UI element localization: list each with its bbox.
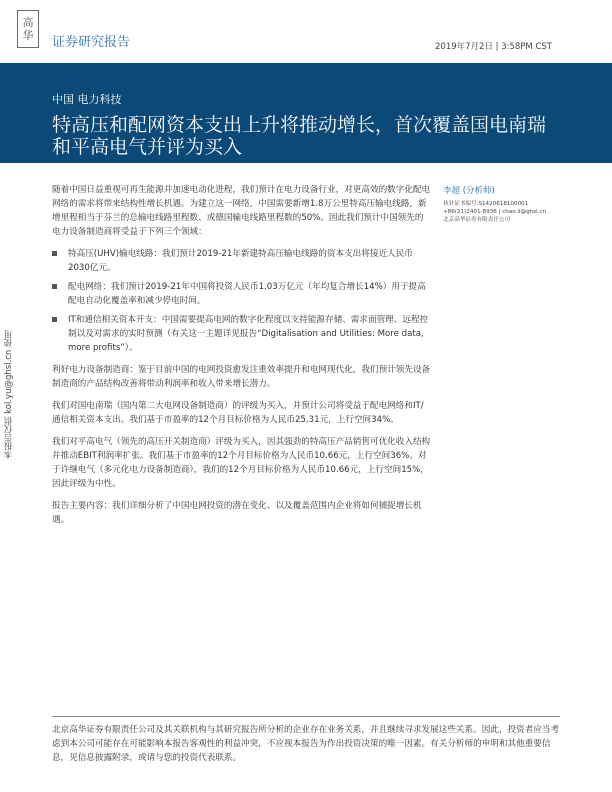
footer-divider [52, 716, 560, 717]
bullet-text: IT和通信相关资本开支：中国需要提高电网的数字化程度以支持能源存储、需求面管理、远程控制以及对需求的实时预测（有关这一主题详见报告“Digitalisation and Utilities: More data, more profits”）。 [68, 315, 429, 353]
intro-paragraph: 随着中国日益重视可再生能源并加速电动化进程，我们预计在电力设备行业，对更高效的数字化配电网络的需求将带来结构性增长机遇。为建立这一网络，中国需要新增1.8万公里特高压输电线路，新增里程相当于芬兰的总输电线路里程数、或德国输电线路里程数的50%。因此我们预计中国领先的电力设备制造商将受益于下列三个领域： [52, 185, 431, 237]
list-item [52, 313, 432, 355]
title-banner [0, 63, 612, 163]
analyst-block [443, 184, 546, 224]
report-title: 特高压和配网资本支出上升将推动增长，首次覆盖国电南瑞和平高电气并评为买入 [52, 114, 547, 158]
usage-watermark: 本报告仅供 kol.yu@ghsl.cn 使用 [4, 330, 14, 460]
list-item [52, 247, 432, 275]
report-type: 证券研究报告 [52, 35, 131, 50]
analyst-name[interactable]: 李超 (分析师) [443, 186, 495, 196]
list-item [52, 280, 432, 308]
bullet-text: 特高压(UHV)输电线路：我们预计2019-21年新建特高压输电线路的资本支出将接近人民币2030亿元。 [68, 249, 413, 273]
bullet-square-icon [52, 284, 57, 289]
equipment-makers-paragraph: 利好电力设备制造商：鉴于目前中国的电网投资愈发注重效率提升和电网现代化，我们预计领先设备制造商的产品结构改善将带动利润率和收入带来增长潜力。 [52, 365, 431, 389]
sector-label: 中国 电力科技 [52, 93, 122, 106]
company-logo [17, 10, 39, 48]
report-datetime: 2019年7月2日 | 3:58PM CST [435, 42, 552, 52]
bullet-square-icon [52, 317, 57, 322]
logo-char-top: 高 [22, 16, 34, 29]
bullet-square-icon [52, 251, 57, 256]
analyst-license: 执业证书编号:S1420618100001 [443, 201, 529, 207]
report-body [52, 183, 432, 535]
disclosure-footer: 北京高华证券有限责任公司及其关联机构与其研究报告所分析的企业存在业务关系，并且继续寻求发展这些关系。因此，投资者应当考虑到本公司可能存在可能影响本报告客观性的利益冲突，不应视本报告为作出投资决策的唯一因素。有关分析师的申明和其他重要信息，见信息披露附录，或请与您的投资代表联系。 [52, 725, 560, 763]
logo-char-bottom: 华 [22, 29, 34, 42]
analyst-contact[interactable]: +86(21)2401-8936 | chao.li@ghsl.cn [443, 209, 547, 215]
pinggao-paragraph: 我们对平高电气（领先的高压开关制造商）评级为买入，因其强劲的特高压产品销售可优化收入结构并推动EBIT利润率扩张。我们基于市盈率的12个月目标价格为人民币10.66元，上行空间36%。对于许继电气（多元化电力设备制造商），我们的12个月目标价格为人民币10.66元，上行空间15%，因此评级为中性。 [52, 437, 431, 489]
nari-paragraph: 我们对国电南瑞（国内第二大电网设备制造商）的评级为买入，并预计公司将受益于配电网络和IT/通信相关资本支出。我们基于市盈率的12个月目标价格为人民币25.31元，上行空间34%。 [52, 401, 424, 425]
bullet-text: 配电网络：我们预计2019-21年中国将投资人民币1.03万亿元（年均复合增长14%）用于提高配电自动化覆盖率和减少停电时间。 [68, 282, 426, 306]
growth-areas-list [52, 247, 432, 355]
report-content-paragraph: 报告主要内容：我们详细分析了中国电网投资的潜在变化、以及覆盖范围内企业将如何捕捉增长机遇。 [52, 501, 422, 525]
analyst-company: 北京高华证券有限责任公司 [443, 217, 511, 223]
